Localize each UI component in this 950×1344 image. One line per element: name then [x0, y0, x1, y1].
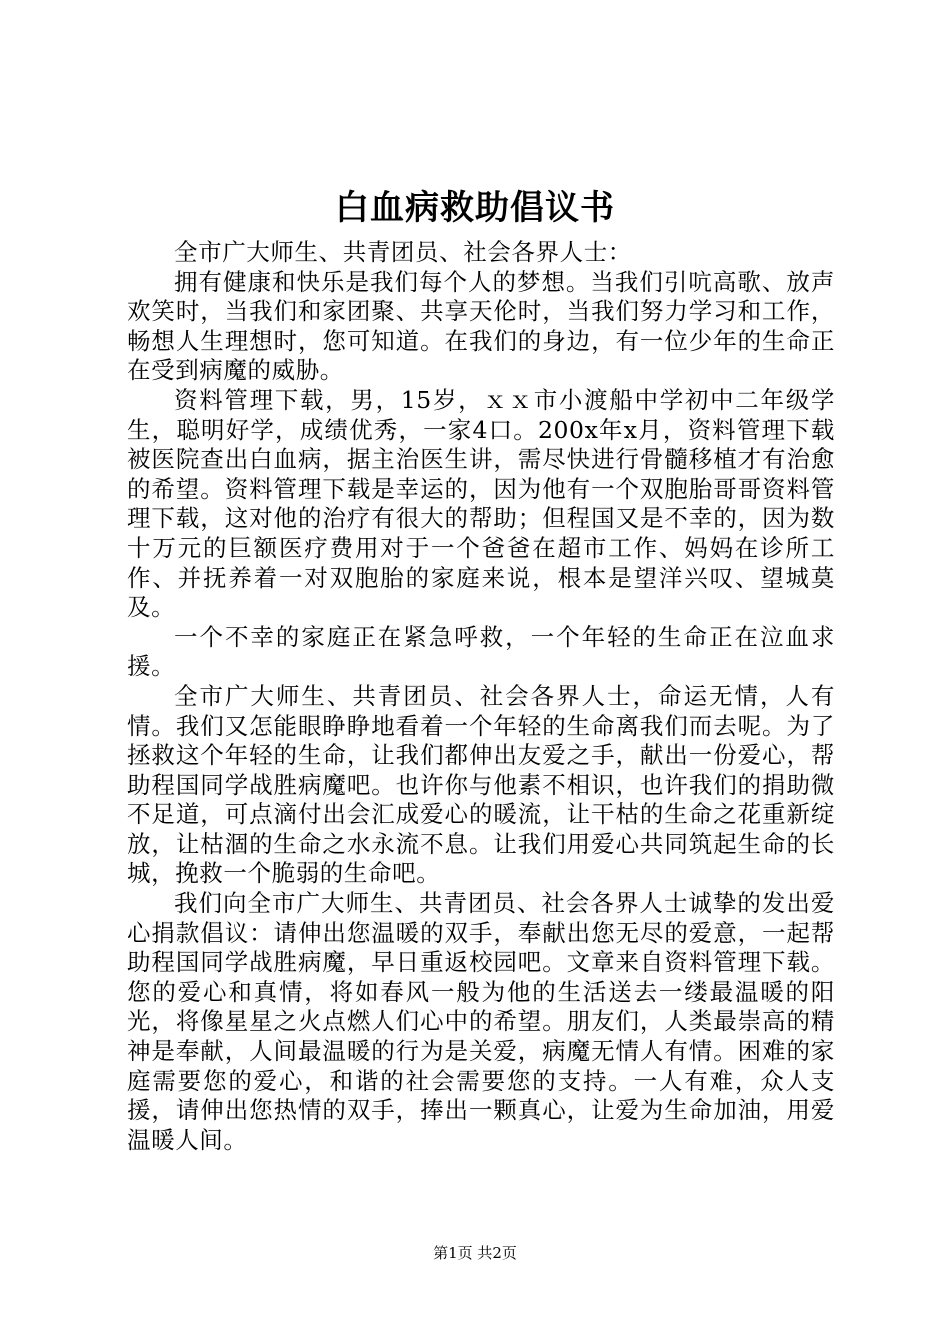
paragraph-urgent-call: 一个不幸的家庭正在紧急呼救，一个年轻的生命正在泣血求援。 — [127, 622, 835, 681]
document-title: 白血病救助倡议书 — [335, 188, 615, 228]
page-number-footer: 第1页 共2页 — [433, 1244, 517, 1262]
salutation: 全市广大师生、共青团员、社会各界人士： — [174, 238, 632, 266]
paragraph-proposal: 我们向全市广大师生、共青团员、社会各界人士诚挚的发出爱心捐款倡议：请伸出您温暖的双手，奉献出您无尽的爱意，一起帮助程国同学战胜病魔，早日重返校园吧。文章来自资料管理下载。您的爱心和真情，将如春风一般为他的生活送去一缕最温暖的阳光，将像星星之火点燃人们心中的希望。朋友们，人类最崇高的精神是奉献，人间最温暖的行为是关爱，病魔无情人有情。困难的家庭需要您的爱心，和谐的社会需要您的支持。一人有难，众人支援，请伸出您热情的双手，捧出一颗真心，让爱为生命加油，用爱温暖人间。 — [127, 889, 835, 1154]
paragraph-appeal: 全市广大师生、共青团员、社会各界人士，命运无情，人有情。我们又怎能眼睁睁地看着一个年轻的生命离我们而去呢。为了拯救这个年轻的生命，让我们都伸出友爱之手，献出一份爱心，帮助程国同学战胜病魔吧。也许你与他素不相识，也许我们的捐助微不足道，可点滴付出会汇成爱心的暖流，让干枯的生命之花重新绽放，让枯涸的生命之水永流不息。让我们用爱心共同筑起生命的长城，挽救一个脆弱的生命吧。 — [127, 681, 835, 888]
document-body — [127, 238, 835, 1155]
paragraph-patient-info: 资料管理下载，男，15岁，ｘｘ市小渡船中学初中二年级学生，聪明好学，成绩优秀，一家4口。200x年x月，资料管理下载被医院查出白血病，据主治医生讲，需尽快进行骨髓移植才有治愈的希望。资料管理下载是幸运的，因为他有一个双胞胎哥哥资料管理下载，这对他的治疗有很大的帮助；但程国又是不幸的，因为数十万元的巨额医疗费用对于一个爸爸在超市工作、妈妈在诊所工作、并抚养着一对双胞胎的家庭来说，根本是望洋兴叹、望城莫及。 — [127, 385, 835, 622]
paragraph-intro: 拥有健康和快乐是我们每个人的梦想。当我们引吭高歌、放声欢笑时，当我们和家团聚、共享天伦时，当我们努力学习和工作，畅想人生理想时，您可知道。在我们的身边，有一位少年的生命正在受到病魔的威胁。 — [127, 267, 835, 385]
